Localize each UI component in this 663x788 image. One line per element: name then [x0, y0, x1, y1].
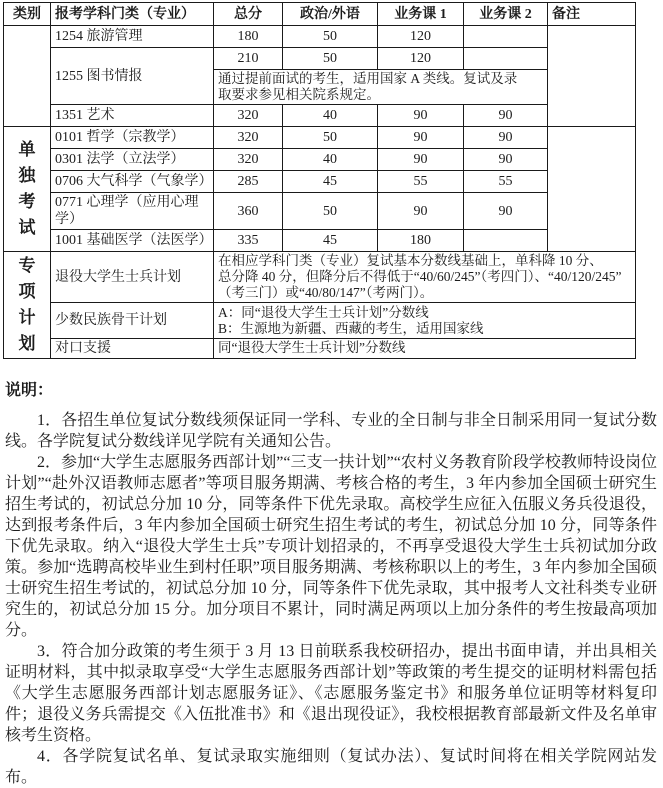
category-cell-separate-exam: 单独考试 [4, 127, 51, 252]
table-row [4, 149, 636, 171]
score-course1: 90 [378, 127, 464, 149]
minority-plan-policy-cell [214, 303, 636, 338]
score-total: 320 [214, 149, 283, 171]
score-total: 320 [214, 105, 283, 127]
score-course2: 90 [464, 149, 548, 171]
score-total: 360 [214, 193, 283, 230]
score-politics: 50 [283, 48, 378, 70]
table-row [4, 303, 636, 338]
category-cell-special-plan: 专项计划 [4, 252, 51, 359]
col-header-course2: 业务课 2 [464, 3, 548, 26]
major-cell: 0101 哲学（宗教学） [51, 127, 214, 149]
score-course2 [464, 230, 548, 252]
major-cell: 少数民族骨干计划 [51, 303, 214, 338]
score-total: 180 [214, 26, 283, 48]
score-course1: 90 [378, 193, 464, 230]
col-header-remark: 备注 [548, 3, 636, 26]
major-cell: 1001 基础医学（法医学） [51, 230, 214, 252]
score-course2: 55 [464, 171, 548, 193]
col-header-total: 总分 [214, 3, 283, 26]
major-cell: 0706 大气科学（气象学） [51, 171, 214, 193]
remark-cell [548, 26, 636, 127]
score-course2 [464, 48, 548, 70]
score-course1: 180 [378, 230, 464, 252]
score-politics: 40 [283, 105, 378, 127]
note-paragraph-2: 2．参加“大学生志愿服务西部计划”“三支一扶计划”“农村义务教育阶段学校教师特设岗位计划”“赴外汉语教师志愿者”等项目服务期满、考核合格的考生，3 年内参加全国硕士研究生招生考试的，初试总分加 10 分，同等条件下优先录取。高校学生应征入伍服义务兵役退役，达到报考条件后，3 年内参加全国硕士研究生招生考试的考生，初试总分加 10 分，同等条件下优先录取。纳入“退役大学生士兵”专项计划招录的，不再享受退役大学生士兵初试加分政策。参加“选聘高校毕业生到村任职”项目服务期满、考核称职以上的考生，3 年内参加全国硕士研究生招生考试的，初试总分加 10 分，同等条件下优先录取，其中报考人文社科类专业研究生的，初试总分加 15 分。加分项目不累计，同时满足两项以上加分条件的考生按最高项加分。 [5, 454, 657, 639]
note-paragraph-4: 4．各学院复试名单、复试录取实施细则（复试办法）、复试时间将在相关学院网站发布。 [5, 748, 657, 786]
early-interview-note-cell [214, 70, 548, 105]
policy-line: 总分降 40 分，但降分后不得低于“40/60/245”（考四门）、“40/120/245” [218, 269, 622, 285]
score-course1: 120 [378, 48, 464, 70]
table-row [4, 193, 636, 230]
score-total: 285 [214, 171, 283, 193]
score-table [3, 2, 636, 359]
score-politics: 50 [283, 26, 378, 48]
table-row [4, 338, 636, 358]
table-row [4, 26, 636, 48]
score-total: 320 [214, 127, 283, 149]
col-header-category: 类别 [4, 3, 51, 26]
note-paragraph-3: 3．符合加分政策的考生须于 3 月 13 日前联系我校研招办，提出书面申请，并出具相关证明材料，其中拟录取享受“大学生志愿服务西部计划”等政策的考生提交的证明材料需包括《大学生志愿服务西部计划志愿服务证》、《志愿服务鉴定书》和服务单位证明等材料复印件；退役义务兵需提交《入伍批准书》和《退出现役证》，我校根据教育部最新文件及名单审核考生资格。 [5, 643, 657, 744]
counterpart-support-policy-cell [214, 338, 636, 358]
policy-line: 在相应学科门类（专业）复试基本分数线基础上，单科降 10 分、 [218, 253, 603, 269]
table-row [4, 230, 636, 252]
score-politics: 50 [283, 193, 378, 230]
policy-line: （考三门）或“40/80/147”（考两门）。 [218, 285, 434, 301]
veteran-plan-policy-cell [214, 252, 636, 303]
score-course1: 90 [378, 105, 464, 127]
col-header-politics: 政治/外语 [283, 3, 378, 26]
table-row [4, 105, 636, 127]
score-course1: 55 [378, 171, 464, 193]
score-politics: 50 [283, 127, 378, 149]
table-row [4, 127, 636, 149]
score-course1: 120 [378, 26, 464, 48]
score-total: 210 [214, 48, 283, 70]
note-line: 通过提前面试的考生，适用国家 A 类线。复试及录 [218, 71, 518, 86]
table-row [4, 252, 636, 303]
policy-line: 同“退役大学生士兵计划”分数线 [218, 340, 406, 356]
score-politics: 45 [283, 230, 378, 252]
notes-title: 说明： [5, 382, 54, 399]
col-header-major: 报考学科门类（专业） [51, 3, 214, 26]
score-course2 [464, 26, 548, 48]
remark-cell [548, 127, 636, 252]
policy-line: B：生源地为新疆、西藏的考生，适用国家线 [218, 320, 484, 336]
table-row [4, 48, 636, 70]
policy-line: A：同“退役大学生士兵计划”分数线 [218, 304, 429, 320]
score-course2: 90 [464, 127, 548, 149]
major-cell: 1254 旅游管理 [51, 26, 214, 48]
major-cell: 0771 心理学（应用心理学） [51, 193, 214, 230]
score-course2: 90 [464, 193, 548, 230]
score-course1: 90 [378, 149, 464, 171]
score-total: 335 [214, 230, 283, 252]
note-paragraph-1: 1．各招生单位复试分数线须保证同一学科、专业的全日制与非全日制采用同一复试分数线。各学院复试分数线详见学院有关通知公告。 [5, 412, 657, 450]
category-cell-blank [4, 26, 51, 127]
major-cell: 对口支援 [51, 338, 214, 358]
notes-section [3, 381, 659, 788]
major-cell: 0301 法学（立法学） [51, 149, 214, 171]
major-cell: 1255 图书情报 [51, 48, 214, 105]
table-row [4, 171, 636, 193]
score-politics: 45 [283, 171, 378, 193]
header-row [4, 3, 636, 26]
col-header-course1: 业务课 1 [378, 3, 464, 26]
score-politics: 40 [283, 149, 378, 171]
score-course2: 90 [464, 105, 548, 127]
note-line: 取要求参见相关院系规定。 [218, 87, 380, 102]
major-cell: 1351 艺术 [51, 105, 214, 127]
major-cell: 退役大学生士兵计划 [51, 252, 214, 303]
